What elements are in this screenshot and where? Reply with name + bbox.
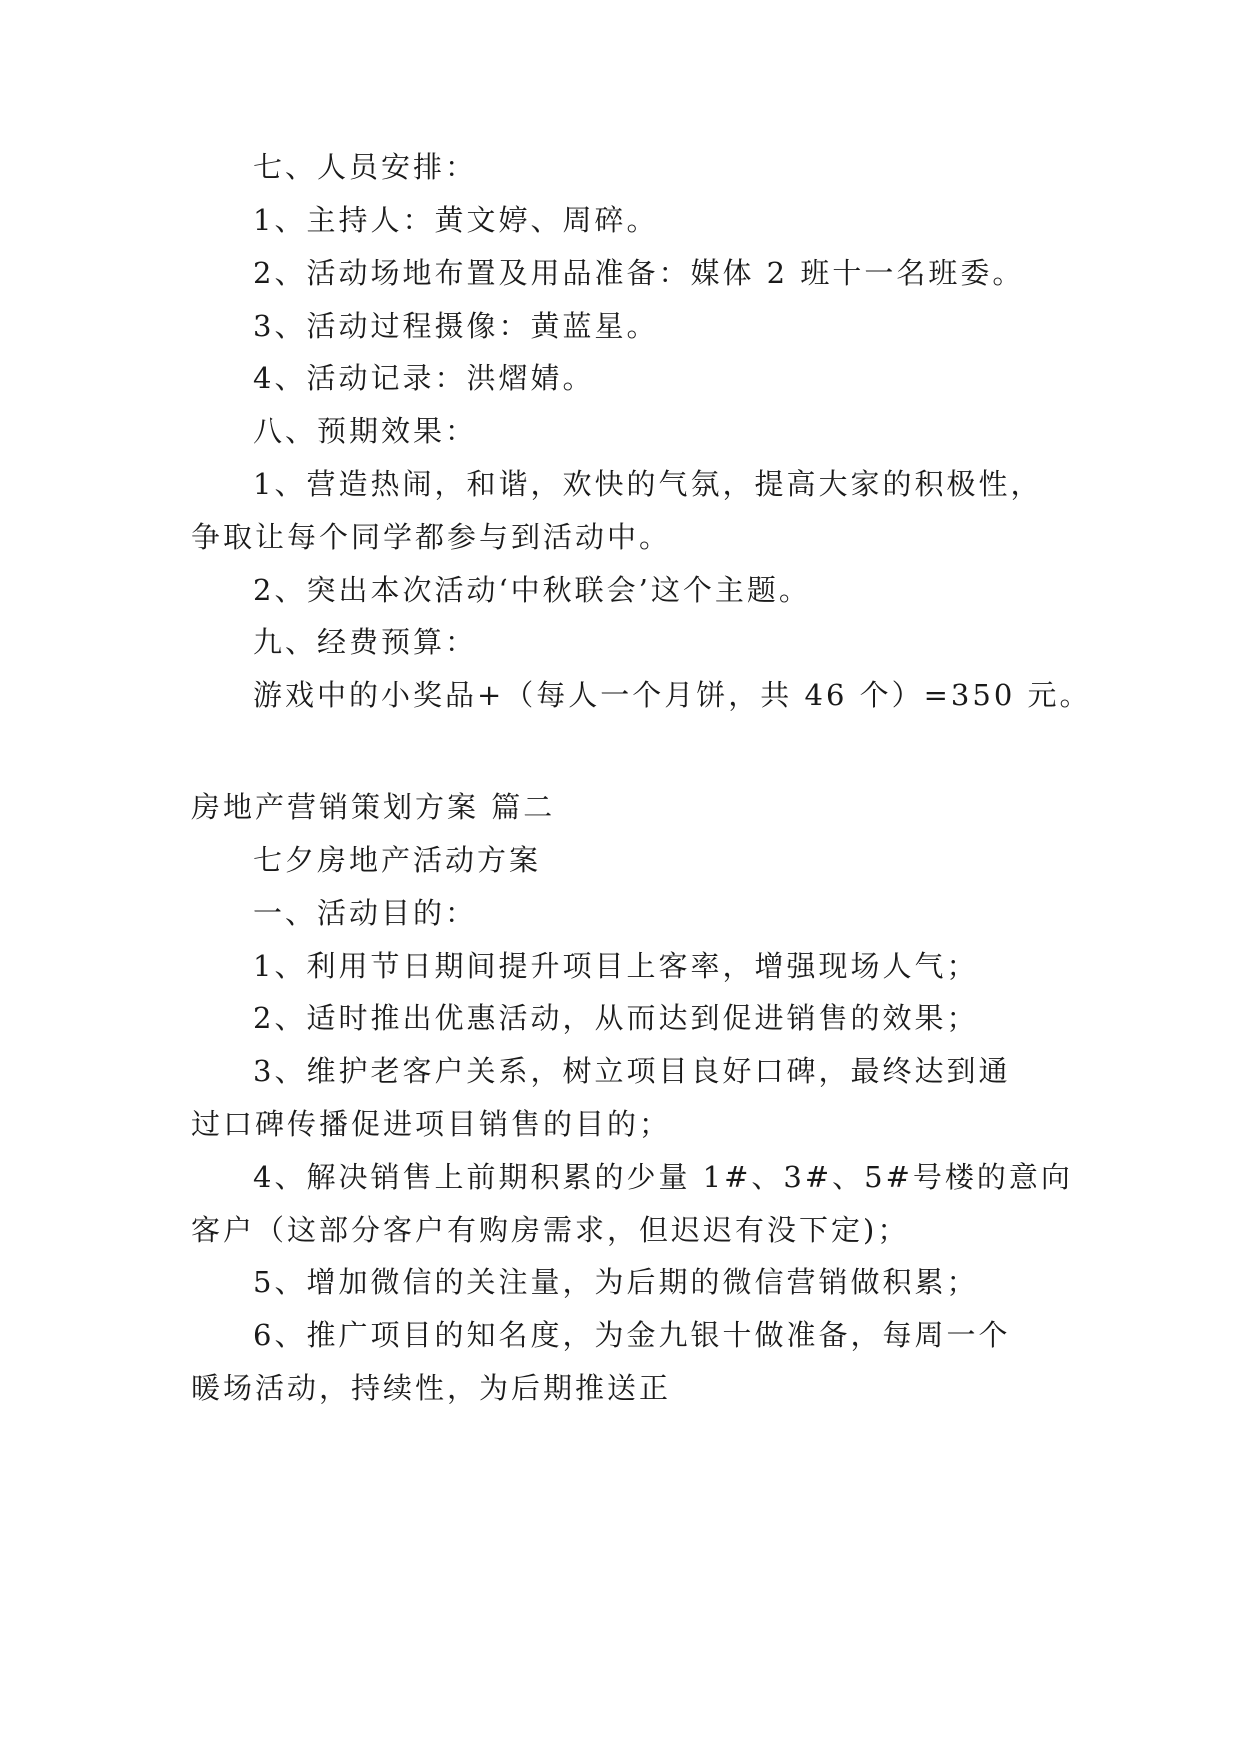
effect-item-1-line-1: 1、营造热闹，和谐，欢快的气氛，提高大家的积极性， [253, 467, 1043, 501]
goal-item-4-line-1: 4、解决销售上前期积累的少量 1#、3#、5#号楼的意向 [253, 1160, 1073, 1194]
heading-activity-goal: 一、活动目的： [253, 896, 478, 930]
staff-item-2: 2、活动场地布置及用品准备：媒体 2 班十一名班委。 [253, 256, 1025, 290]
goal-item-1: 1、利用节日期间提升项目上客率，增强现场人气； [253, 949, 979, 983]
goal-item-6-line-2: 暖场活动，持续性，为后期推送正 [191, 1371, 672, 1405]
budget-text: 游戏中的小奖品+（每人一个月饼，共 46 个）=350 元。 [253, 678, 1092, 712]
staff-item-3: 3、活动过程摄像：黄蓝星。 [253, 309, 659, 343]
goal-item-5: 5、增加微信的关注量，为后期的微信营销做积累； [253, 1265, 979, 1299]
section-title: 房地产营销策划方案 篇二 [191, 790, 556, 824]
effect-item-1-line-2: 争取让每个同学都参与到活动中。 [191, 520, 672, 554]
goal-item-3-line-2: 过口碑传播促进项目销售的目的； [191, 1107, 672, 1141]
heading-budget: 九、经费预算： [253, 625, 478, 659]
heading-expected-effect: 八、预期效果： [253, 414, 478, 448]
effect-item-2: 2、突出本次活动‘中秋联会’这个主题。 [253, 573, 811, 607]
goal-item-4-line-2: 客户（这部分客户有购房需求，但迟迟有没下定)； [191, 1213, 910, 1247]
heading-staff-arrangement: 七、人员安排： [253, 150, 478, 184]
goal-item-3-line-1: 3、维护老客户关系，树立项目良好口碑，最终达到通 [253, 1054, 1011, 1088]
staff-item-1: 1、主持人：黄文婷、周碎。 [253, 203, 659, 237]
goal-item-2: 2、适时推出优惠活动，从而达到促进销售的效果； [253, 1001, 979, 1035]
goal-item-6-line-1: 6、推广项目的知名度，为金九银十做准备，每周一个 [253, 1318, 1011, 1352]
section-subtitle: 七夕房地产活动方案 [253, 843, 542, 877]
staff-item-4: 4、活动记录：洪熠婧。 [253, 361, 595, 395]
